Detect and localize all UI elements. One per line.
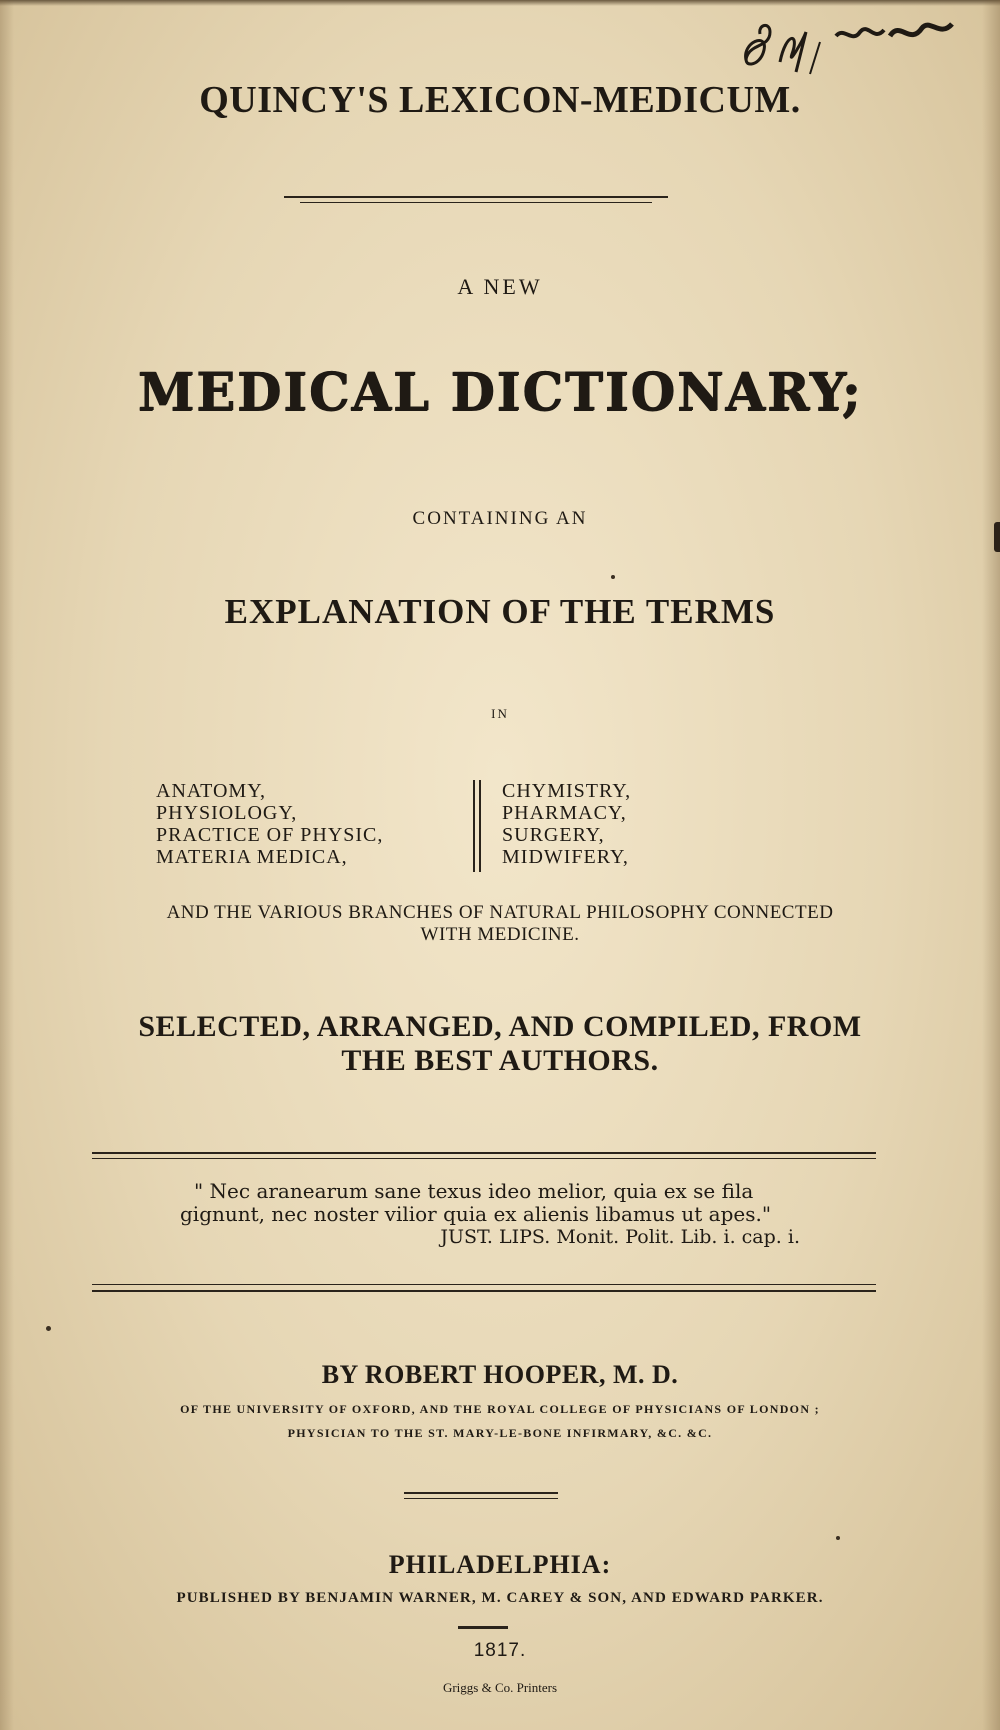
ink-speck xyxy=(611,575,615,579)
epigraph-line-1: " Nec aranearum sane texus ideo melior, quia ex se fila xyxy=(194,1179,754,1203)
year-rule xyxy=(458,1626,508,1629)
quote-rule-bottom-thin xyxy=(92,1284,876,1285)
subjects-right-column xyxy=(502,780,631,868)
subject-pharmacy: PHARMACY, xyxy=(502,802,627,824)
selected-line-1: SELECTED, ARRANGED, AND COMPILED, FROM xyxy=(138,1010,862,1043)
author-affiliation-1: OF THE UNIVERSITY OF OXFORD, AND THE ROYAL COLLEGE OF PHYSICIANS OF LONDON ; xyxy=(180,1402,820,1416)
subject-anatomy: ANATOMY, xyxy=(156,780,267,802)
ink-speck xyxy=(836,1536,840,1540)
handwritten-shelfmark xyxy=(740,2,970,77)
explanation-heading: EXPLANATION OF THE TERMS xyxy=(224,592,776,631)
subtitle-medical-dictionary: MEDICAL DICTIONARY; xyxy=(137,362,863,423)
branches-text xyxy=(0,902,1000,946)
epigraph-line-2: gignunt, nec noster vilior quia ex alienis libamus ut apes." xyxy=(180,1202,772,1226)
subject-physiology: PHYSIOLOGY, xyxy=(156,802,298,824)
branches-line-2: WITH MEDICINE. xyxy=(420,924,580,945)
subject-chymistry: CHYMISTRY, xyxy=(502,780,632,802)
author-name: BY ROBERT HOOPER, M. D. xyxy=(321,1360,679,1389)
containing-text: CONTAINING AN xyxy=(412,508,588,529)
title-rule xyxy=(284,196,668,198)
subjects-left-column xyxy=(156,780,383,868)
imprint-rule-thin xyxy=(404,1498,558,1499)
epigraph-attribution: JUST. LIPS. Monit. Polit. Lib. i. cap. i. xyxy=(440,1226,800,1248)
imprint-year: 1817. xyxy=(473,1640,527,1661)
subject-materia-medica: MATERIA MEDICA, xyxy=(156,846,348,868)
printer-credit: Griggs & Co. Printers xyxy=(442,1680,558,1695)
in-text: IN xyxy=(491,706,509,721)
page-edge-right xyxy=(982,0,1000,1730)
column-divider xyxy=(473,780,481,872)
selected-line-2: THE BEST AUTHORS. xyxy=(341,1044,659,1077)
quote-rule-top-thin xyxy=(92,1158,876,1159)
subject-midwifery: MIDWIFERY, xyxy=(502,846,629,868)
subtitle-a-new: A NEW xyxy=(457,274,543,299)
imprint-rule xyxy=(404,1492,558,1494)
subject-practice-of-physic: PRACTICE OF PHYSIC, xyxy=(156,824,384,846)
page-edge-left xyxy=(0,0,14,1730)
subject-surgery: SURGERY, xyxy=(502,824,605,846)
imprint-publisher: PUBLISHED BY BENJAMIN WARNER, M. CAREY & SON, AND EDWARD PARKER. xyxy=(176,1590,824,1606)
imprint-city: PHILADELPHIA: xyxy=(388,1550,612,1579)
quote-rule-bottom xyxy=(92,1290,876,1292)
selected-text xyxy=(0,1010,1000,1078)
ink-speck xyxy=(46,1326,51,1331)
title-rule-thin xyxy=(300,202,652,203)
epigraph xyxy=(180,1180,800,1249)
author-affiliation-2: PHYSICIAN TO THE ST. MARY-LE-BONE INFIRMARY, &C. &C. xyxy=(287,1426,713,1440)
quote-rule-top xyxy=(92,1152,876,1154)
branches-line-1: AND THE VARIOUS BRANCHES OF NATURAL PHILOSOPHY CONNECTED xyxy=(166,902,834,923)
book-title: QUINCY'S LEXICON-MEDICUM. xyxy=(199,79,801,121)
